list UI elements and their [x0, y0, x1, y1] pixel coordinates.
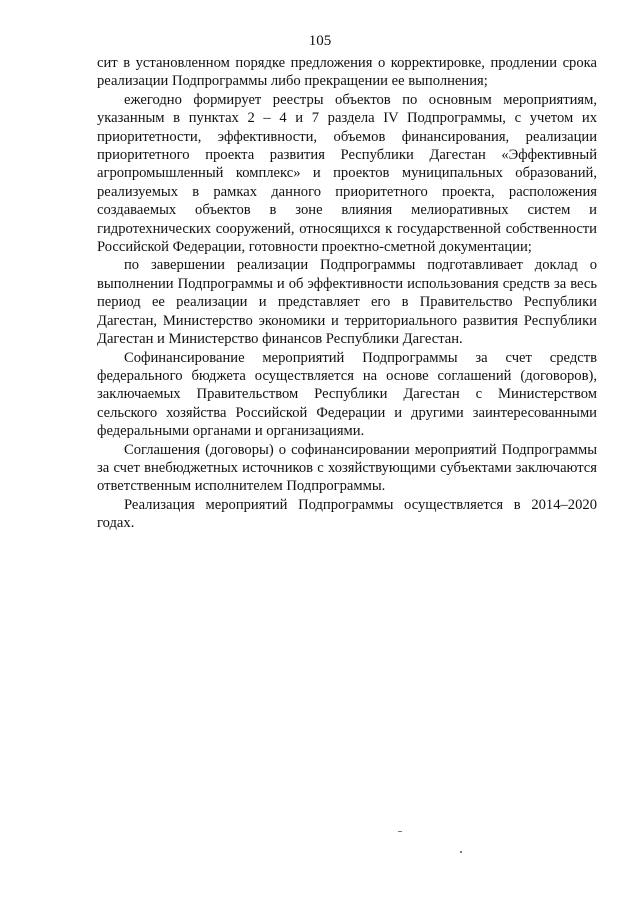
paragraph: Реализация мероприятий Подпрограммы осуществляется в 2014–2020 годах. — [97, 496, 597, 532]
document-body — [97, 54, 597, 533]
paragraph: по завершении реализации Подпрограммы подготавливает доклад о выполнении Подпрограммы и об эффективности использования средств за весь период ее реализации и представляет его в Правительство Республики Дагестан, Министерство экономики и территориального развития Республики Дагестан и Министерство финансов Республики Дагестан. — [97, 257, 597, 348]
scan-artifact — [460, 851, 462, 853]
paragraph: ежегодно формирует реестры объектов по основным мероприятиям, указанным в пунктах 2 – 4 и 7 раздела IV Подпрограммы, с учетом их приоритетности, эффективности, объемов финансирования, реализации приоритетного проекта развития Республики Дагестан «Эффективный агропромышленный комплекс» и проектов муниципальных образований, реализуемых в рамках данного приоритетного проекта, расположения создаваемых объектов в зоне влияния мелиоративных систем и гидротехнических сооружений, относящихся к государственной собственности Российской Федерации, готовности проектно-сметной документации; — [97, 91, 597, 256]
paragraph: Софинансирование мероприятий Подпрограммы за счет средств федерального бюджета осуществляется на основе соглашений (договоров), заключаемых Правительством Республики Дагестан с Министерством сельского хозяйства Российской Федерации и другими заинтересованными федеральными органами и организациями. — [97, 349, 597, 440]
page-number: 105 — [308, 33, 332, 49]
paragraph: Соглашения (договоры) о софинансировании мероприятий Подпрограммы за счет внебюджетных источников с хозяйствующими субъектами заключаются ответственным исполнителем Подпрограммы. — [97, 441, 597, 495]
scan-artifact — [398, 831, 402, 832]
paragraph: сит в установленном порядке предложения о корректировке, продлении срока реализации Подпрограммы либо прекращении ее выполнения; — [97, 55, 597, 90]
